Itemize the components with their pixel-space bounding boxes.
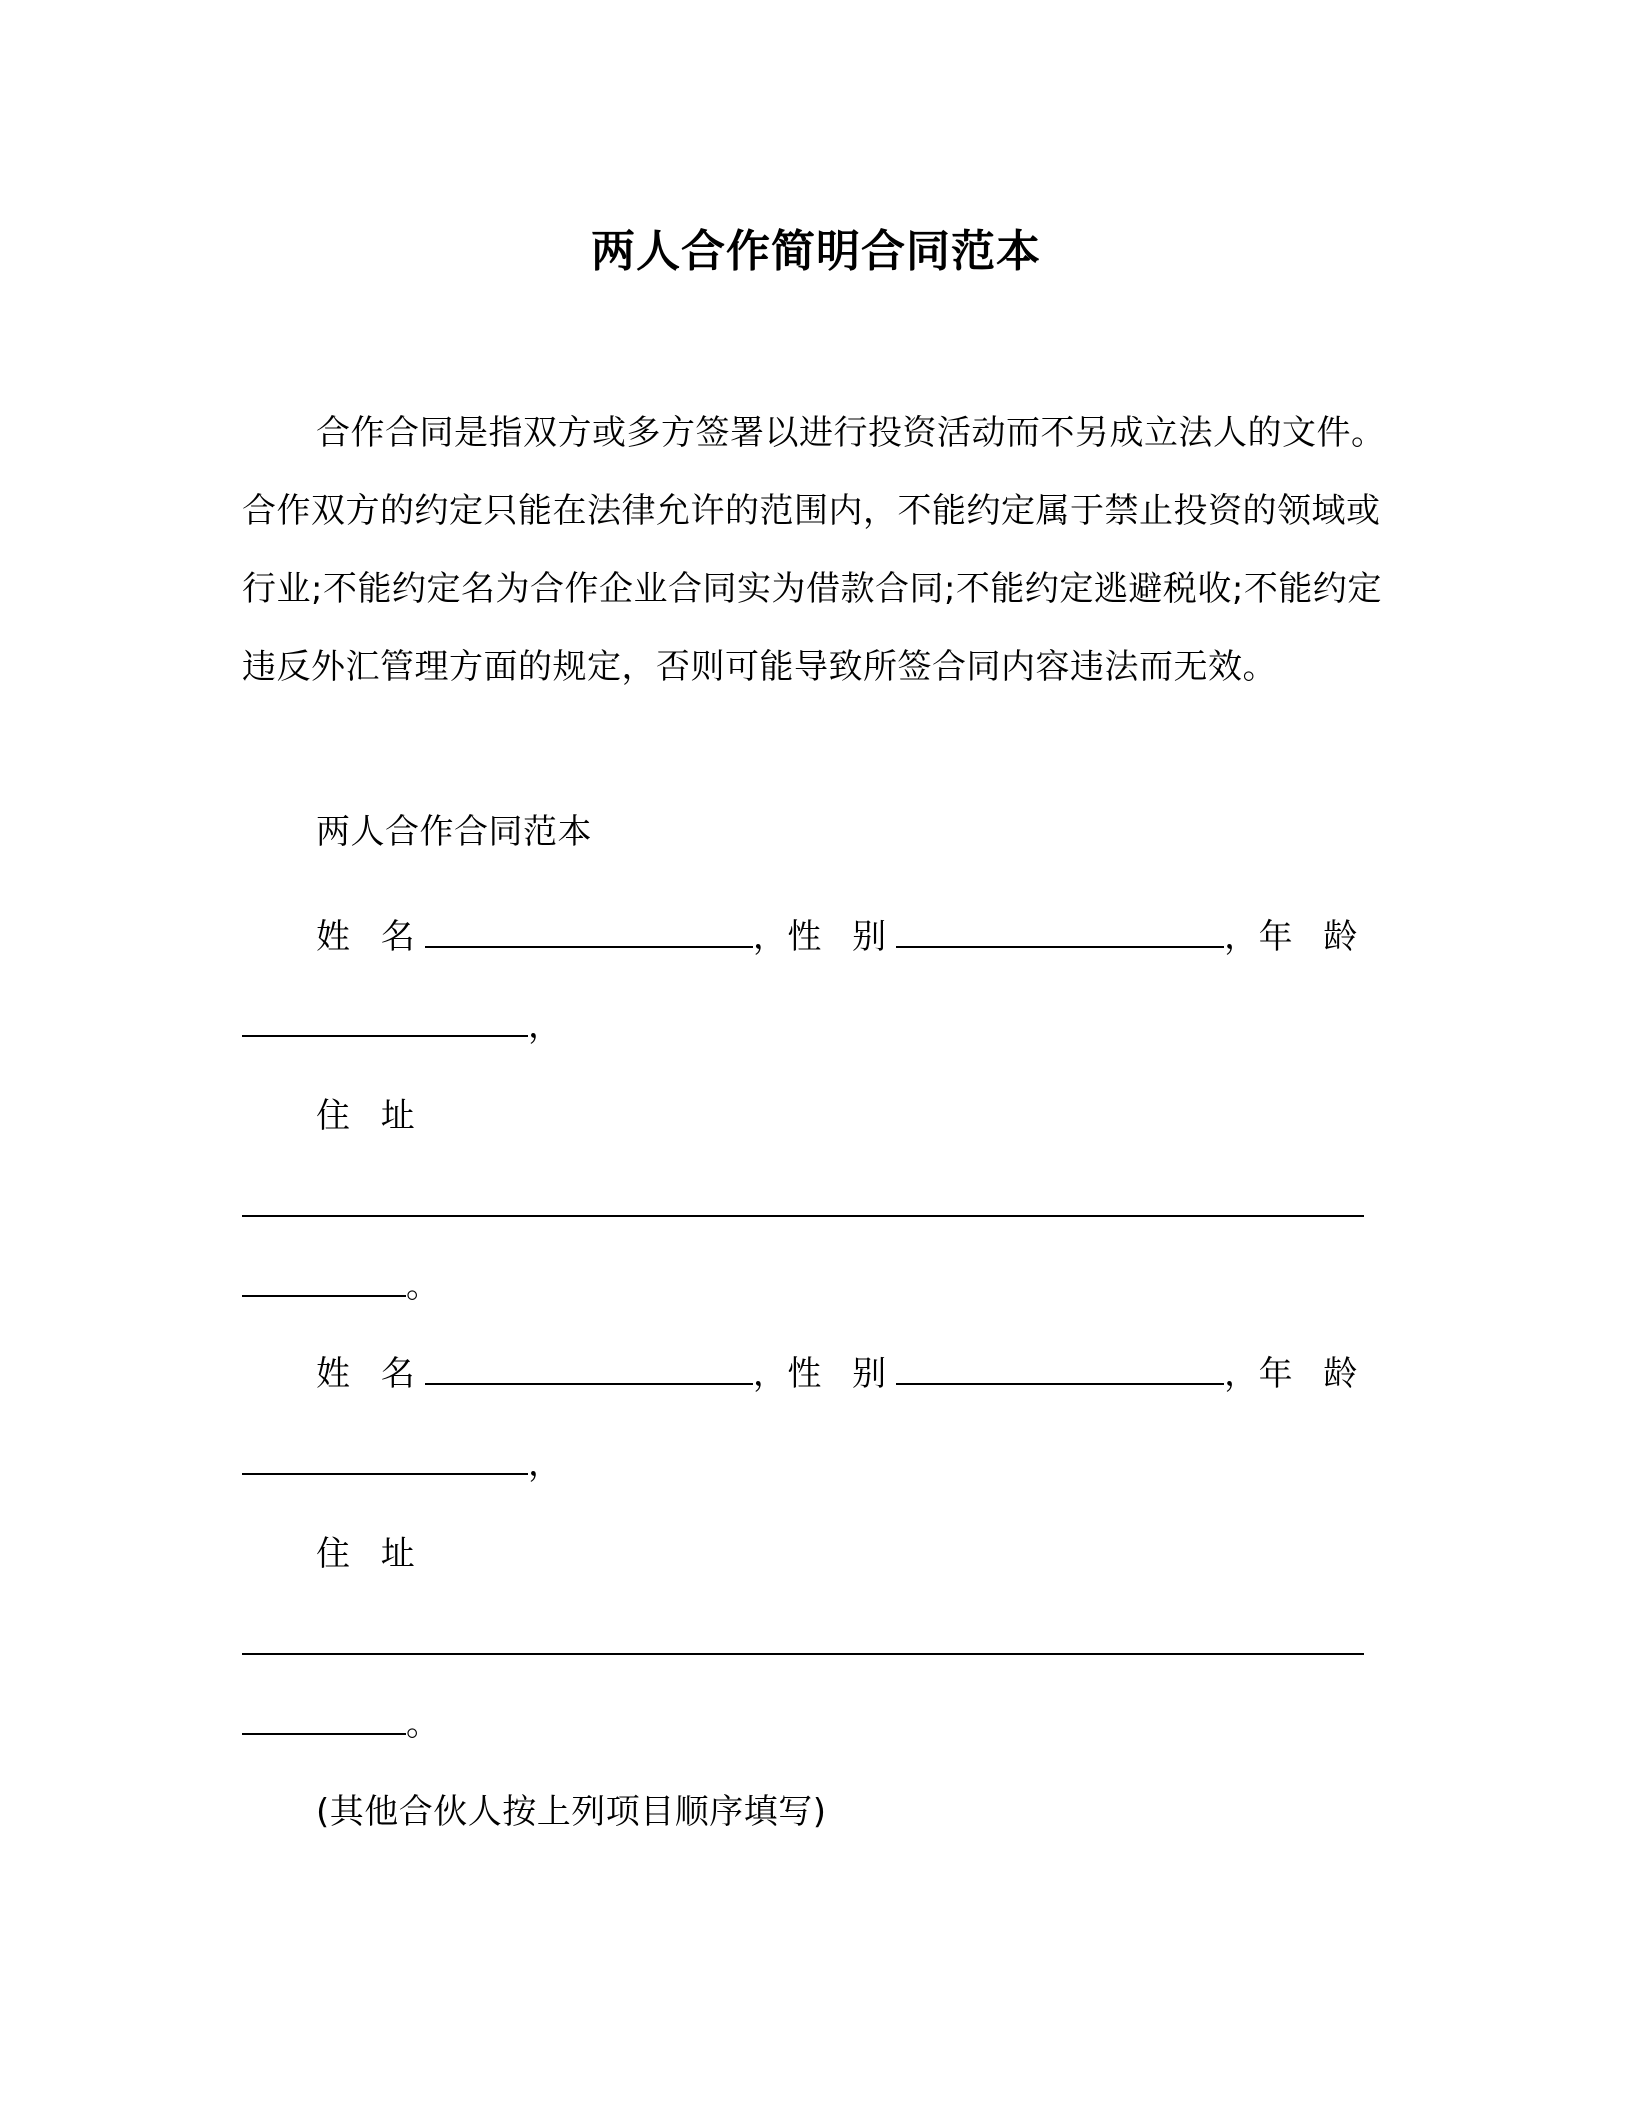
party1-address-blank[interactable] [242, 1185, 1364, 1217]
party1-sep1: ， [752, 917, 788, 957]
party2-gender-label: 性 别 [787, 1354, 897, 1394]
party1-gender-blank[interactable] [896, 916, 1224, 948]
party2-address-label-line [316, 1530, 425, 1578]
subheading: 两人合作合同范本 [316, 812, 592, 852]
party2-age-blank[interactable] [242, 1443, 528, 1475]
party1-address-end: 。 [406, 1266, 441, 1306]
party2-age-label: 年 龄 [1258, 1354, 1368, 1394]
party2-age-end: ， [528, 1444, 563, 1484]
party1-name-blank[interactable] [425, 916, 753, 948]
party2-address-line1 [242, 1620, 1364, 1668]
party2-gender-blank[interactable] [896, 1353, 1224, 1385]
party1-age-end: ， [528, 1006, 563, 1046]
party2-address-blank-end[interactable] [242, 1703, 406, 1735]
party2-info-line [316, 1350, 1367, 1398]
party2-sep1: ， [752, 1354, 788, 1394]
party2-sep2: ， [1224, 1354, 1259, 1394]
party2-address-blank[interactable] [242, 1623, 1364, 1655]
party1-age-blank[interactable] [242, 1005, 528, 1037]
party2-address-end: 。 [406, 1704, 441, 1744]
document-title: 两人合作简明合同范本 [591, 226, 1041, 277]
party1-age-line [242, 1002, 563, 1050]
note-line: (其他合伙人按上列项目顺序填写) [316, 1792, 827, 1832]
party1-sep2: ， [1224, 917, 1259, 957]
party1-address-line2 [242, 1262, 441, 1310]
party2-age-line [242, 1440, 563, 1488]
party1-address-blank-end[interactable] [242, 1265, 406, 1297]
party1-address-label-line [316, 1092, 425, 1140]
party2-address-label: 住 址 [316, 1534, 425, 1574]
party1-gender-label: 性 别 [787, 917, 897, 957]
party1-info-line [316, 913, 1367, 961]
party2-address-line2 [242, 1700, 441, 1748]
party2-name-blank[interactable] [425, 1353, 753, 1385]
party1-name-label: 姓 名 [316, 917, 425, 957]
party1-address-line1 [242, 1182, 1364, 1230]
intro-paragraph: 合作合同是指双方或多方签署以进行投资活动而不另成立法人的文件。合作双方的约定只能在法律允许的范围内，不能约定属于禁止投资的领域或行业;不能约定名为合作企业合同实为借款合同;不能约定逃避税收;不能约定违反外汇管理方面的规定，否则可能导致所签合同内容违法而无效。 [242, 413, 1386, 687]
party1-address-label: 住 址 [316, 1096, 425, 1136]
party1-age-label: 年 龄 [1258, 917, 1368, 957]
party2-name-label: 姓 名 [316, 1354, 425, 1394]
